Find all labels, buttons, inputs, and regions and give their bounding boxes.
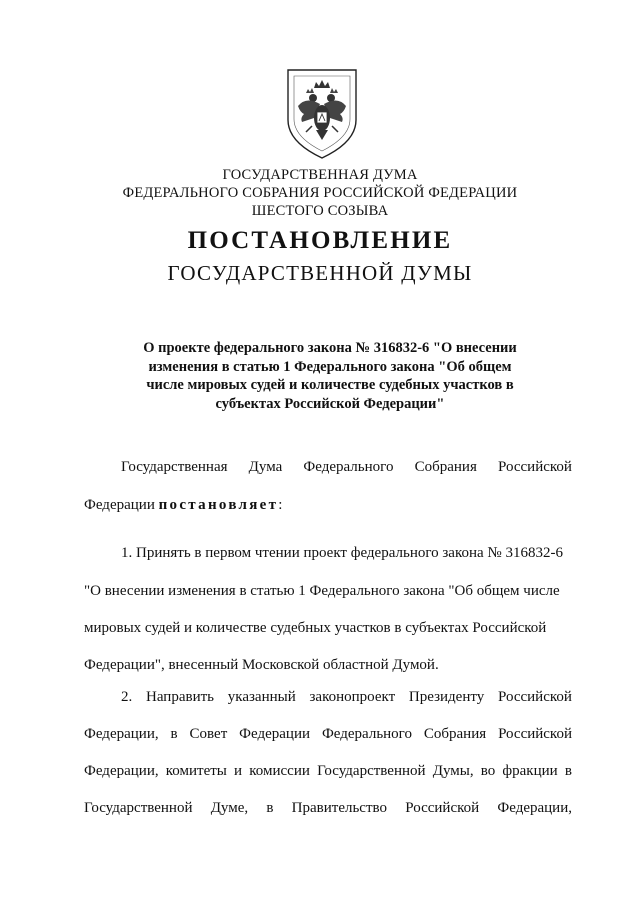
header-line-convocation: ШЕСТОГО СОЗЫВА: [251, 203, 389, 219]
preamble-word: Дума: [248, 459, 283, 475]
document-title: ПОСТАНОВЛЕНИЕ: [187, 227, 453, 254]
subject-line: субъектах Российской Федерации": [215, 395, 445, 412]
item-1-line: 1. Принять в первом чтении проект федерального закона № 316832-6: [121, 545, 563, 561]
line-word: Собрания: [423, 726, 487, 742]
line-word: Президенту: [408, 689, 485, 705]
issuer-header: [0, 166, 640, 220]
item-1-line: "О внесении изменения в статью 1 Федерального закона "Об общем числе: [84, 583, 560, 599]
line-word: Российской: [405, 800, 480, 816]
line-word: в: [266, 800, 274, 816]
preamble-line: [84, 458, 572, 476]
line-word: указанный: [227, 689, 296, 705]
line-word: Направить: [146, 689, 214, 705]
line-word: 2.: [121, 689, 133, 705]
line-word: комитеты: [165, 763, 227, 779]
line-word: в: [170, 726, 178, 742]
line-word: в: [564, 763, 572, 779]
line-word: Совет: [189, 726, 228, 742]
line-word: законопроект: [309, 689, 396, 705]
line-word: Федерации: [239, 726, 311, 742]
line-word: Российской: [498, 689, 572, 705]
coat-of-arms-emblem-icon: [284, 66, 360, 162]
preamble-word: Собрания: [414, 459, 477, 475]
item-1-line: мировых судей и количестве судебных участков в субъектах Российской: [84, 620, 547, 636]
line-word: фракции: [502, 763, 558, 779]
line-word: Думы,: [432, 763, 474, 779]
subject-line: О проекте федерального закона № 316832-6 "О внесении: [143, 340, 517, 356]
preamble-line: [84, 496, 572, 514]
preamble-text: Федерации: [84, 497, 159, 513]
line-word: во: [480, 763, 496, 779]
line-word: Федерации,: [84, 726, 159, 742]
item-2-line: [84, 799, 572, 817]
preamble-word: Федерального: [303, 459, 394, 475]
subject-line: изменения в статью 1 Федерального закона "Об общем: [148, 358, 512, 375]
line-word: Правительство: [291, 800, 388, 816]
subject-line: числе мировых судей и количестве судебных участков в: [146, 377, 514, 393]
item-2-line: [84, 762, 572, 780]
preamble-colon: :: [278, 497, 283, 513]
line-word: и: [234, 763, 243, 779]
line-word: Федерации,: [497, 800, 572, 816]
item-2-line: [84, 725, 572, 743]
document-subtitle: ГОСУДАРСТВЕННОЙ ДУМЫ: [167, 261, 473, 285]
header-line-federal-assembly: ФЕДЕРАЛЬНОГО СОБРАНИЯ РОССИЙСКОЙ ФЕДЕРАЦИИ: [122, 185, 518, 201]
line-word: Государственной: [84, 800, 193, 816]
line-word: комиссии: [249, 763, 310, 779]
preamble-word: Государственная: [121, 459, 228, 475]
item-1-line: Федерации", внесенный Московской областной Думой.: [84, 657, 439, 673]
line-word: Российской: [498, 726, 572, 742]
line-word: Федерации,: [84, 763, 159, 779]
resolution-subject: [110, 339, 550, 413]
line-word: Государственной: [317, 763, 426, 779]
item-2-line: [84, 688, 572, 706]
line-word: Думе,: [210, 800, 249, 816]
line-word: Федерального: [321, 726, 412, 742]
preamble-word: Российской: [498, 459, 572, 475]
header-line-duma: ГОСУДАРСТВЕННАЯ ДУМА: [222, 167, 418, 183]
preamble-resolves-word: постановляет: [158, 497, 279, 513]
